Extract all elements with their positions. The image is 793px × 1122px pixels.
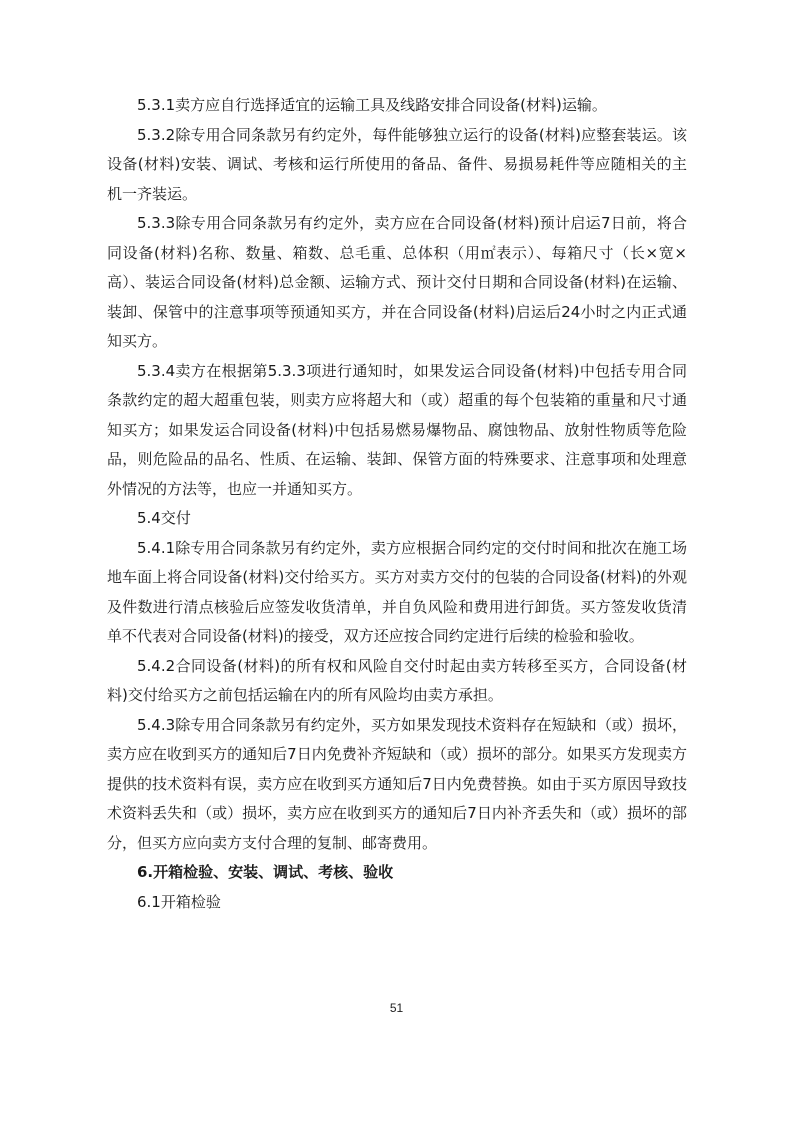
section-6-heading: 6.开箱检验、安装、调试、考核、验收	[137, 863, 394, 881]
clause-5-4-2: 5.4.2合同设备(材料)的所有权和风险自交付时起由卖方转移至买方，合同设备(材料)交付给买方之前包括运输在内的所有风险均由卖方承担。	[107, 656, 687, 704]
clause-5-3-2: 5.3.2除专用合同条款另有约定外，每件能够独立运行的设备(材料)应整套装运。该设备(材料)安装、调试、考核和运行所使用的备品、备件、易损易耗件等应随相关的主机一齐装运。	[107, 125, 687, 203]
section-6-1-heading: 6.1开箱检验	[137, 892, 221, 911]
section-5-4-heading: 5.4交付	[137, 509, 191, 527]
clause-5-3-4: 5.3.4卖方在根据第5.3.3项进行通知时，如果发运合同设备(材料)中包括专用合同条款约定的超大超重包装，则卖方应将超大和（或）超重的每个包装箱的重量和尺寸通知买方；如果发运合同设备(材料)中包括易燃易爆物品、腐蚀物品、放射性物质等危险品，则危险品的品名、性质、在运输、装卸、保管方面的特殊要求、注意事项和处理意外情况的方法等，也应一并通知买方。	[107, 361, 687, 498]
clause-5-4-1: 5.4.1除专用合同条款另有约定外，卖方应根据合同约定的交付时间和批次在施工场地车面上将合同设备(材料)交付给买方。买方对卖方交付的包装的合同设备(材料)的外观及件数进行清点核验后应签发收货清单，并自负风险和费用进行卸货。买方签发收货清单不代表对合同设备(材料)的接受，双方还应按合同约定进行后续的检验和验收。	[107, 538, 687, 645]
clause-5-3-3: 5.3.3除专用合同条款另有约定外，卖方应在合同设备(材料)预计启运7日前，将合同设备(材料)名称、数量、箱数、总毛重、总体积（用㎡表示）、每箱尺寸（长×宽×高）、装运合同设备(材料)总金额、运输方式、预计交付日期和合同设备(材料)在运输、装卸、保管中的注意事项等预通知买方，并在合同设备(材料)启运后24小时之内正式通知买方。	[107, 214, 687, 350]
page-number: 51	[389, 1001, 404, 1015]
clause-5-4-3: 5.4.3除专用合同条款另有约定外，买方如果发现技术资料存在短缺和（或）损坏，卖方应在收到买方的通知后7日内免费补齐短缺和（或）损坏的部分。如果买方发现卖方提供的技术资料有误，卖方应在收到买方通知后7日内免费替换。如由于买方原因导致技术资料丢失和（或）损坏，卖方应在收到买方的通知后7日内补齐丢失和（或）损坏的部分，但买方应向卖方支付合理的复制、邮寄费用。	[107, 715, 687, 852]
clause-5-3-1: 5.3.1卖方应自行选择适宜的运输工具及线路安排合同设备(材料)运输。	[137, 96, 607, 114]
body-text	[107, 91, 687, 917]
